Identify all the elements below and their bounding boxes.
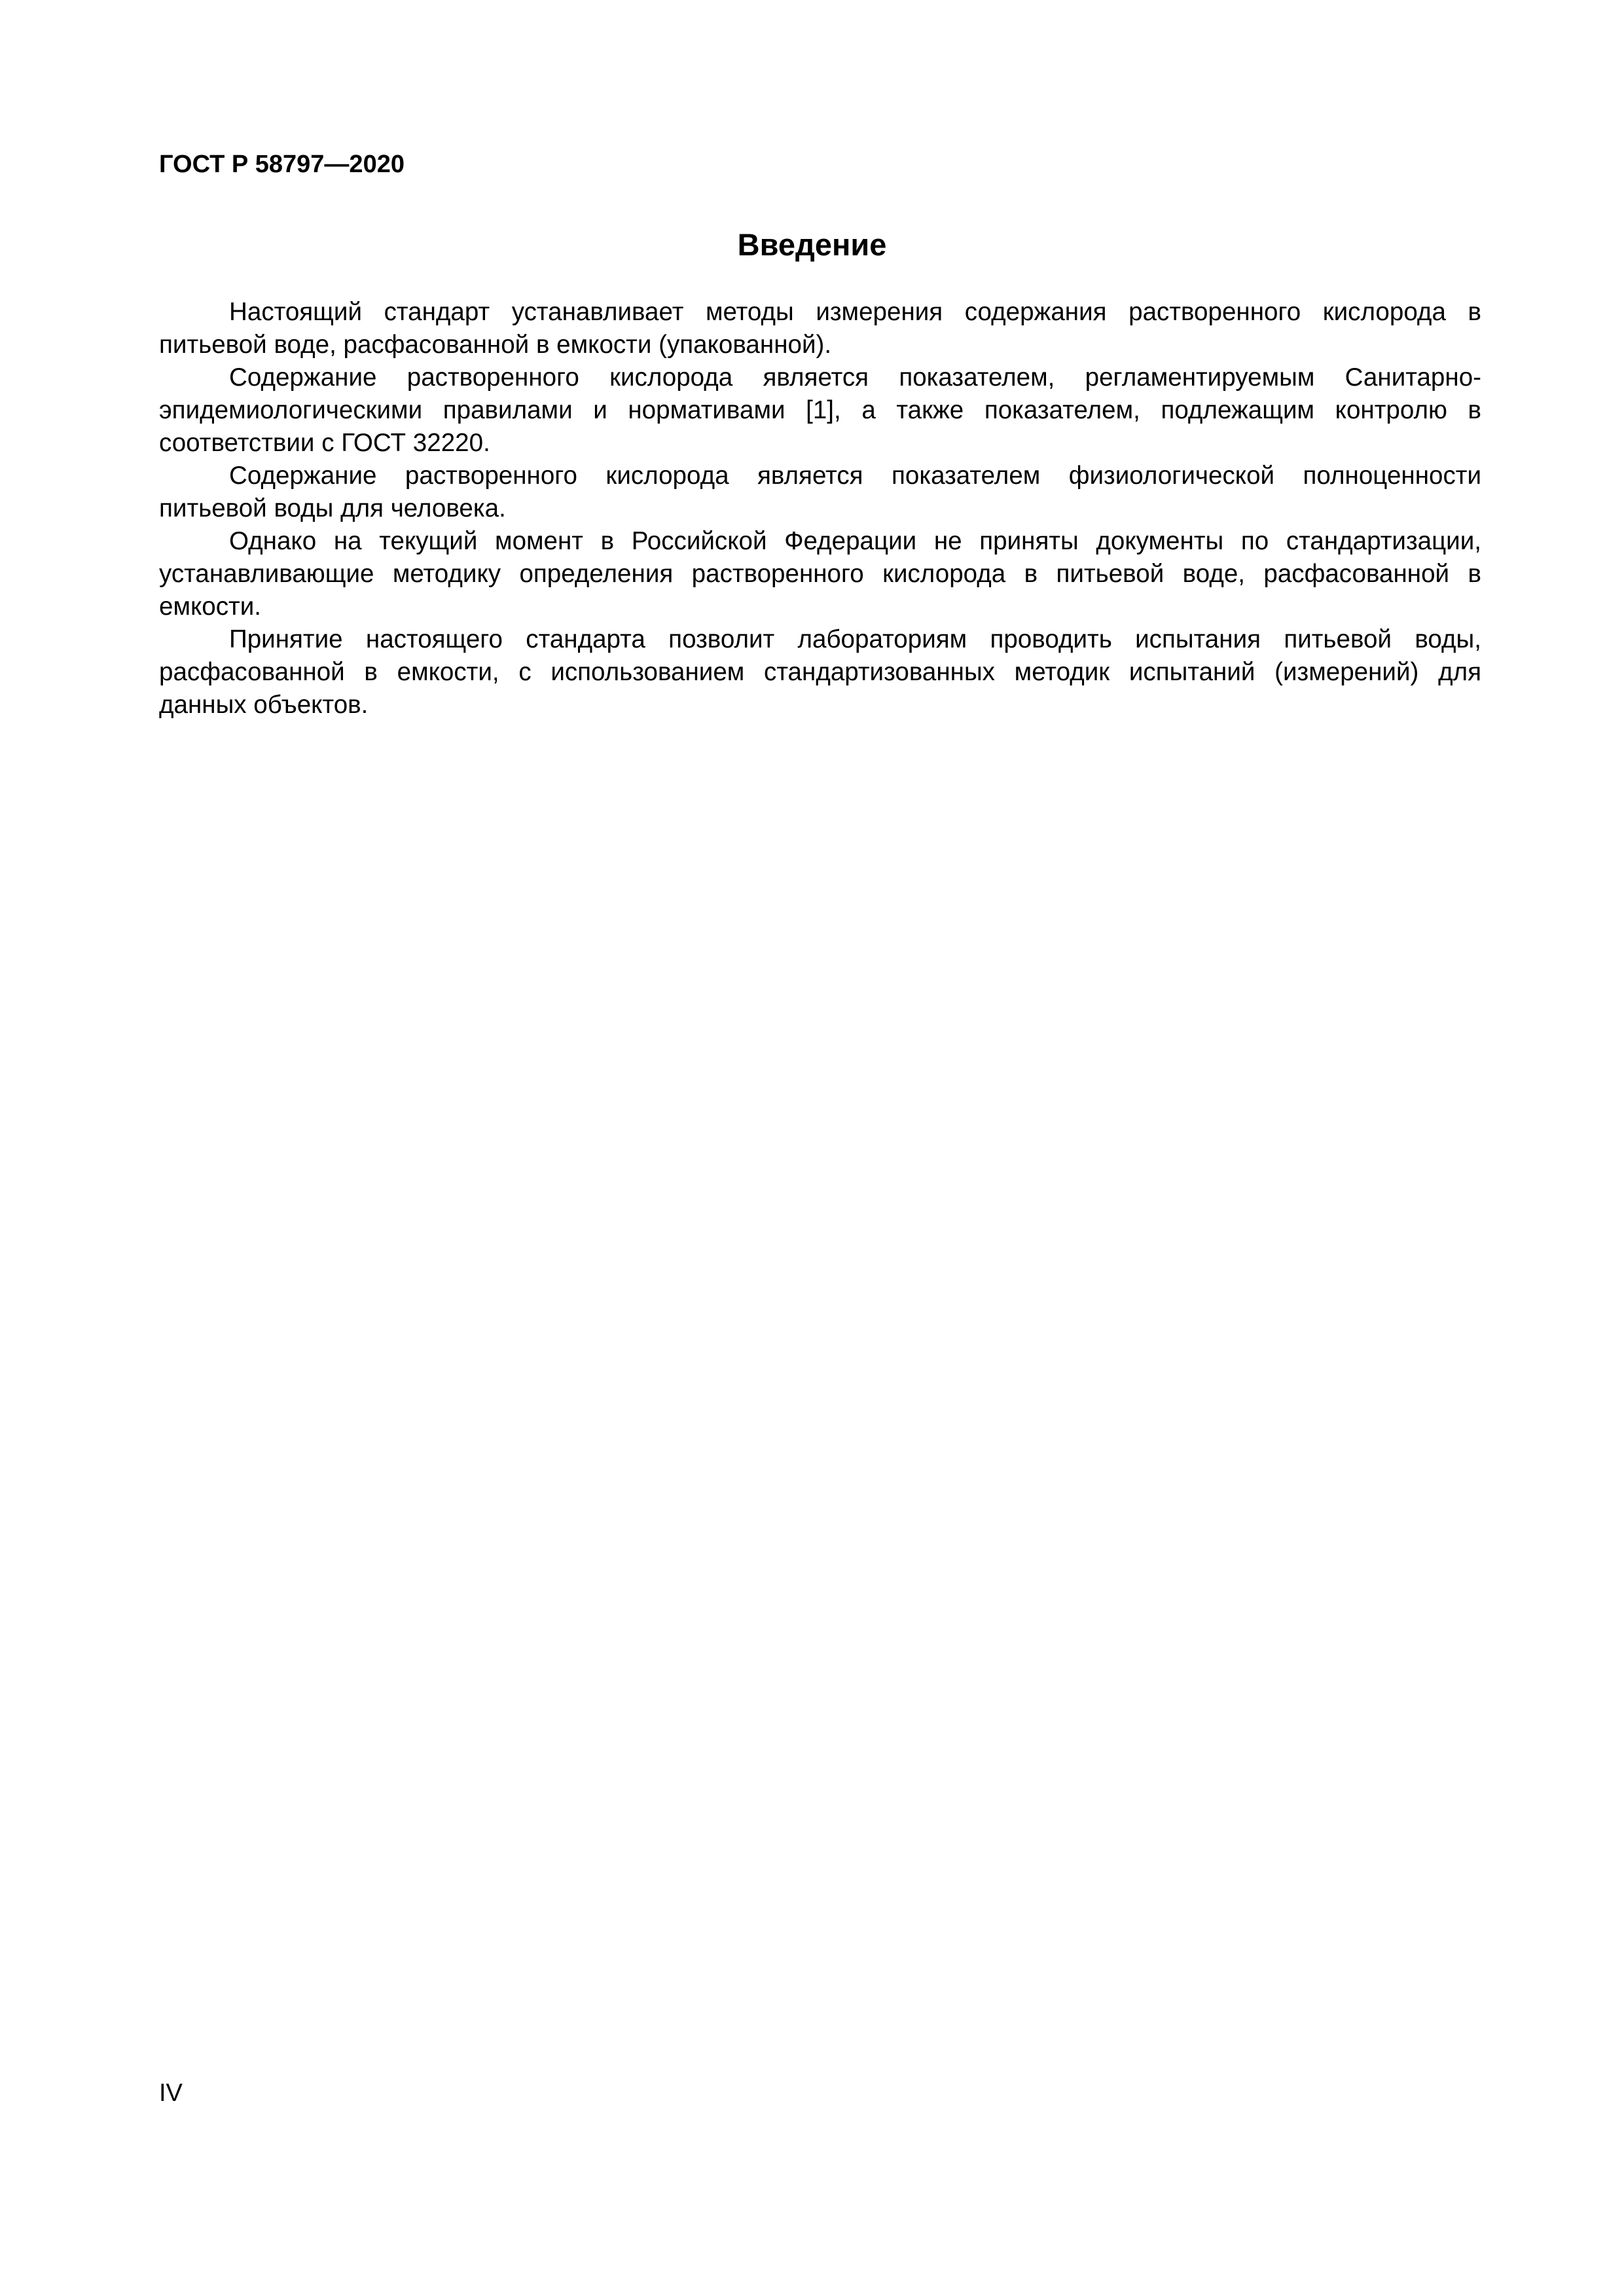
introduction-body (159, 296, 1481, 721)
text-line: Содержание растворенного кислорода является показателем, регламентируемым Санитарно- (229, 363, 1481, 392)
text-line: Содержание растворенного кислорода является показателем физиологической полноценности (229, 462, 1481, 490)
section-title: Введение (737, 227, 887, 262)
text-line: устанавливающие методику определения растворенного кислорода в питьевой воде, расфасованной в (159, 560, 1481, 588)
text-line: данных объектов. (159, 691, 369, 719)
text-line: эпидемиологическими правилами и нормативами [1], а также показателем, подлежащим контролю в (159, 396, 1481, 424)
paragraph (159, 361, 1481, 460)
document-header: ГОСТ Р 58797—2020 (159, 151, 405, 178)
text-line: питьевой воде, расфасованной в емкости (упакованной). (159, 331, 832, 359)
text-line: расфасованной в емкости, с использованием стандартизованных методик испытаний (измерений) для (159, 658, 1481, 686)
paragraph (159, 296, 1481, 361)
text-line: Настоящий стандарт устанавливает методы измерения содержания растворенного кислорода в (229, 298, 1481, 326)
paragraph (159, 623, 1481, 721)
text-line: питьевой воды для человека. (159, 494, 506, 522)
text-line: емкости. (159, 592, 261, 621)
page-number: IV (159, 2079, 183, 2107)
paragraph (159, 460, 1481, 525)
text-line: соответствии с ГОСТ 32220. (159, 429, 490, 457)
text-line: Однако на текущий момент в Российской Федерации не приняты документы по стандартизации, (229, 527, 1481, 555)
paragraph (159, 525, 1481, 623)
text-line: Принятие настоящего стандарта позволит лабораториям проводить испытания питьевой воды, (229, 625, 1481, 653)
